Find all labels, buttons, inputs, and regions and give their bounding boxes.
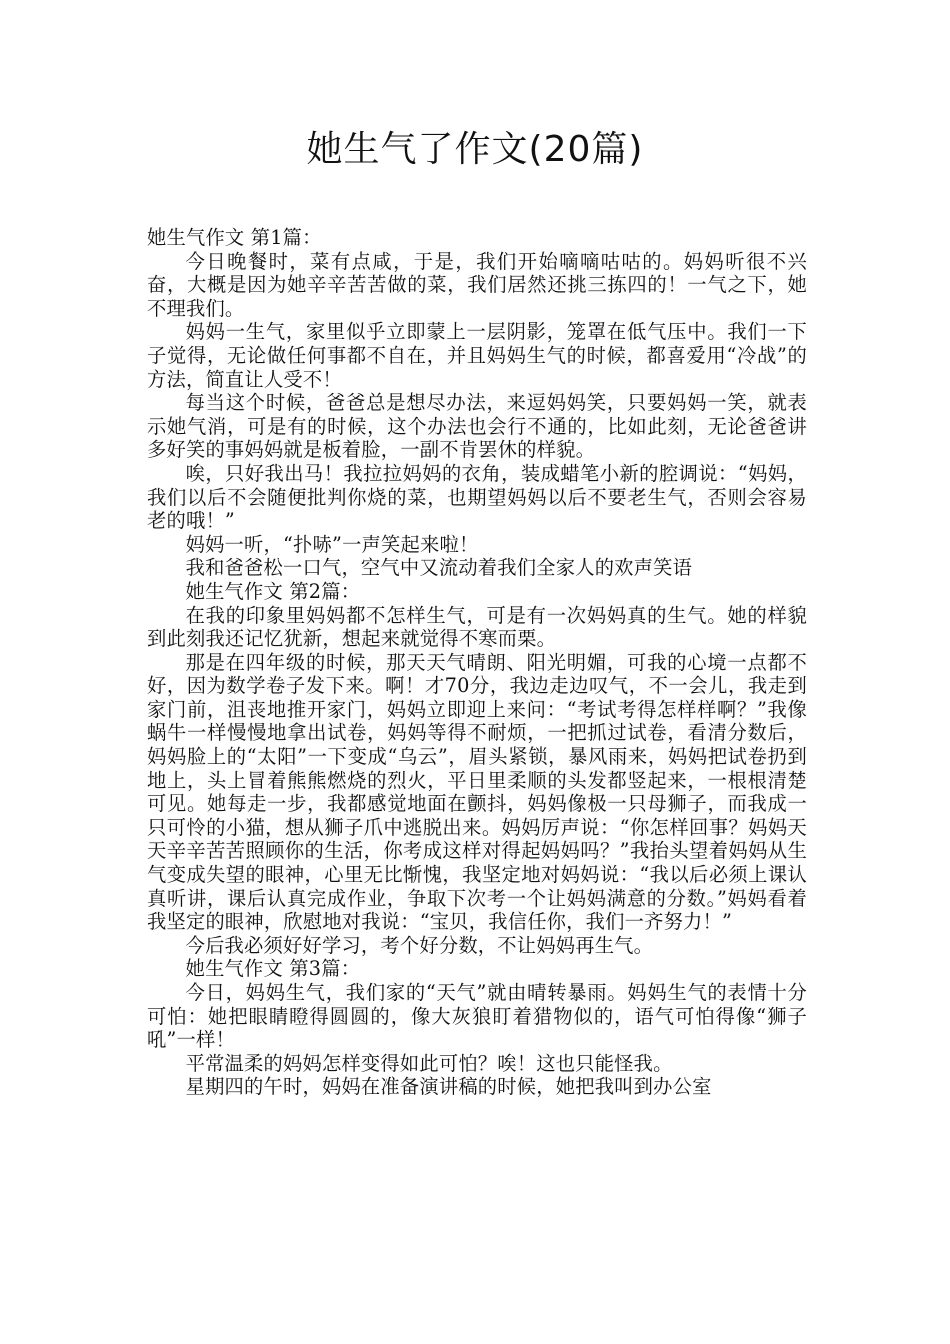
section-heading: 她生气作文 第3篇： <box>185 957 361 981</box>
paragraph: 今后我必须好好学习，考个好分数，不让妈妈再生气。 <box>185 933 654 957</box>
paragraph: 在我的印象里妈妈都不怎样生气，可是有一次妈妈真的生气。她的样貌到此刻我还记忆犹新，想起来就觉得不寒而栗。 <box>147 603 807 651</box>
paragraph: 唉，只好我出马！我拉拉妈妈的衣角，装成蜡笔小新的腔调说：“妈妈，我们以后不会随便批判你烧的菜，也期望妈妈以后不要老生气，否则会容易老的哦！” <box>147 461 807 533</box>
section-heading: 她生气作文 第2篇： <box>185 579 361 603</box>
document-body <box>147 226 807 1099</box>
paragraph: 每当这个时候，爸爸总是想尽办法，来逗妈妈笑，只要妈妈一笑，就表示她气消，可是有的时候，这个办法也会行不通的，比如此刻，无论爸爸讲多好笑的事妈妈就是板着脸，一副不肯罢休的样貌。 <box>147 391 807 462</box>
paragraph: 妈妈一生气，家里似乎立即蒙上一层阴影，笼罩在低气压中。我们一下子觉得，无论做任何事都不自在，并且妈妈生气的时候，都喜爱用“冷战”的方法，简直让人受不！ <box>147 320 807 391</box>
paragraph: 星期四的午时，妈妈在准备演讲稿的时候，她把我叫到办公室 <box>185 1075 712 1099</box>
paragraph: 平常温柔的妈妈怎样变得如此可怕？唉！这也只能怪我。 <box>185 1051 673 1075</box>
paragraph: 今日晚餐时，菜有点咸，于是，我们开始嘀嘀咕咕的。妈妈听很不兴奋，大概是因为她辛辛苦苦做的菜，我们居然还挑三拣四的！一气之下，她不理我们。 <box>147 249 807 320</box>
document-title: 她生气了作文(20篇) <box>306 129 644 170</box>
paragraph: 我和爸爸松一口气，空气中又流动着我们全家人的欢声笑语 <box>185 556 693 580</box>
paragraph: 今日，妈妈生气，我们家的“天气”就由晴转暴雨。妈妈生气的表情十分可怕：她把眼睛瞪得圆圆的，像大灰狼盯着猎物似的，语气可怕得像“狮子吼”一样！ <box>147 981 807 1052</box>
paragraph: 那是在四年级的时候，那天天气晴朗、阳光明媚，可我的心境一点都不好，因为数学卷子发下来。啊！才70分，我边走边叹气，不一会儿，我走到家门前，沮丧地推开家门，妈妈立即迎上来问：“考试考得怎样样啊？”我像蜗牛一样慢慢地拿出试卷，妈妈等得不耐烦，一把抓过试卷，看清分数后，妈妈脸上的“太阳”一下变成“乌云”，眉头紧锁，暴风雨来，妈妈把试卷扔到地上，头上冒着熊熊燃烧的烈火，平日里柔顺的头发都竖起来，一根根清楚可见。她每走一步，我都感觉地面在颤抖，妈妈像极一只母狮子，而我成一只可怜的小猫，想从狮子爪中逃脱出来。妈妈厉声说：“你怎样回事？妈妈天天辛辛苦苦照顾你的生活，你考成这样对得起妈妈吗？”我抬头望着妈妈从生气变成失望的眼神，心里无比惭愧，我坚定地对妈妈说：“我以后必须上课认真听讲，课后认真完成作业，争取下次考一个让妈妈满意的分数。”妈妈看着我坚定的眼神，欣慰地对我说：“宝贝，我信任你，我们一齐努力！” <box>147 650 807 934</box>
paragraph: 妈妈一听，“扑哧”一声笑起来啦！ <box>185 532 479 556</box>
section-heading: 她生气作文 第1篇： <box>147 226 322 249</box>
